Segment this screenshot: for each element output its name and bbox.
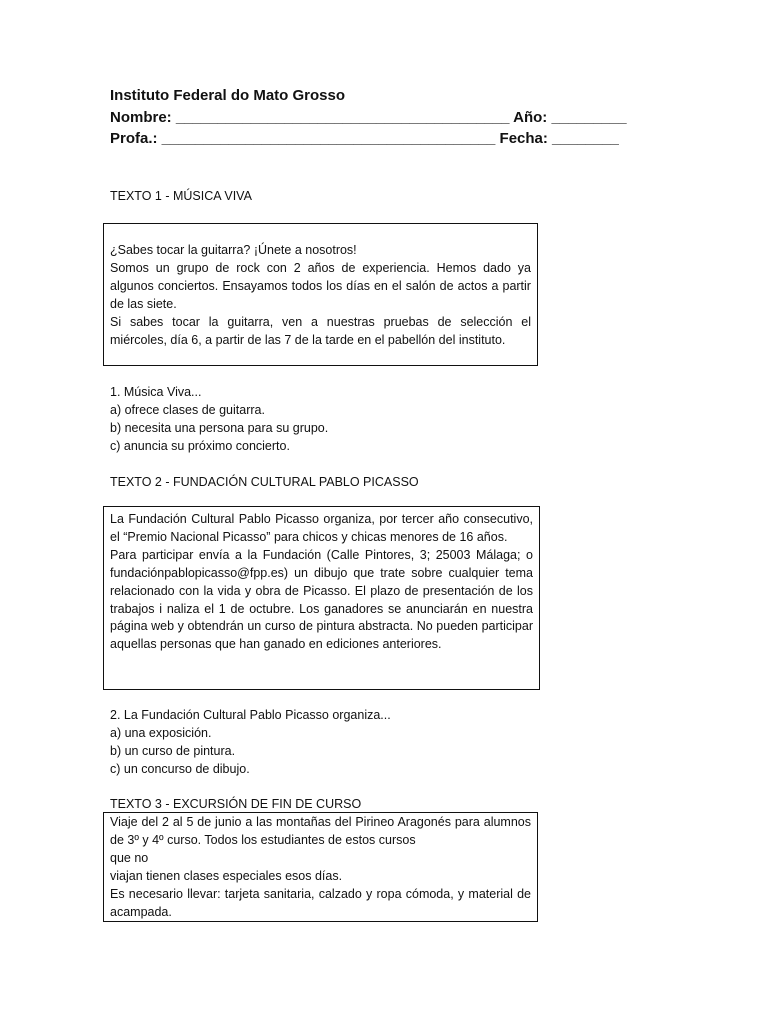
answer-option: a) ofrece clases de guitarra. [110,402,265,417]
text3-title: TEXTO 3 - EXCURSIÓN DE FIN DE CURSO [110,797,362,811]
text-line: miércoles, día 6, a partir de las 7 de la tarde en el pabellón del [110,332,456,347]
answer-option: c) anuncia su próximo concierto. [110,438,290,453]
text-line: ya algunos conciertos. Ensayamos todos los días en el salón de [110,260,531,293]
text1-title: TEXTO 1 - MÚSICA VIVA [110,189,252,203]
text-line: actos a partir de las siete. [110,278,531,311]
text-line: Somos un grupo de rock con 2 años de experiencia. Hemos dado [110,260,511,275]
text3-box [103,812,538,922]
text-line: curso de pintura abstracta. No pueden participar aquellas personas [110,619,534,652]
text-line: La Fundación Cultural Pablo Picasso organiza, por tercer año [110,512,460,526]
text-line: Málaga; o fundaciónpablopicasso@fpp.es) un dibujo que trate [110,547,533,580]
text1-box [103,223,538,366]
text-line: que no [110,850,149,865]
question-prompt: 2. La Fundación Cultural Pablo Picasso organiza... [110,708,391,722]
text-line: Si sabes tocar la guitarra, ven a nuestras pruebas de selección el [110,314,531,329]
text-line: alumnos de 3º y 4º curso. Todos los estudiantes de estos cursos [110,815,531,847]
text-line: Viaje del 2 al 5 de junio a las montañas del Pirineo Aragonés para [110,815,480,829]
text-line: consecutivo, el “Premio Nacional Picasso” para chicos y chicas [110,512,533,544]
institution-title: Instituto Federal do Mato Grosso [110,87,346,104]
text-line: menores de 16 años. [389,529,508,544]
text2-box [103,506,540,690]
answer-option: c) un concurso de dibujo. [110,761,250,776]
text-line: que han ganado en ediciones anteriores. [214,637,442,652]
text-line: Para participar envía a la Fundación (Calle Pintores, 3; 25003 [110,547,471,562]
question-prompt: 1. Música Viva... [110,385,202,399]
text2-title: TEXTO 2 - FUNDACIÓN CULTURAL PABLO PICASSO [110,475,419,489]
text-line: viajan tienen clases especiales esos días. [110,868,343,883]
text-line: plazo de presentación de los trabajos i naliza el 1 de octubre. Los [110,583,533,616]
question-2 [110,707,391,779]
answer-option: a) una exposición. [110,725,212,740]
answer-option: b) un curso de pintura. [110,743,236,758]
text-line: Es necesario llevar: tarjeta sanitaria, calzado y ropa cómoda, y [110,886,465,901]
answer-option: b) necesita una persona para su grupo. [110,420,329,435]
text-line: material de acampada. [110,886,531,919]
text-line: sobre cualquier tema relacionado con la vida y obra de Picasso. El [110,565,533,598]
question-1 [110,384,328,456]
teacher-date-line: Profa.: ________________________________________ Fecha: ________ [110,130,619,147]
name-year-line: Nombre: ________________________________________ Año: _________ [110,109,627,126]
text-line: ¿Sabes tocar la guitarra? ¡Únete a nosotros! [110,243,357,257]
text-line: ganadores se anunciarán en nuestra página web y obtendrán un [110,601,533,634]
text-line: instituto. [458,332,506,347]
